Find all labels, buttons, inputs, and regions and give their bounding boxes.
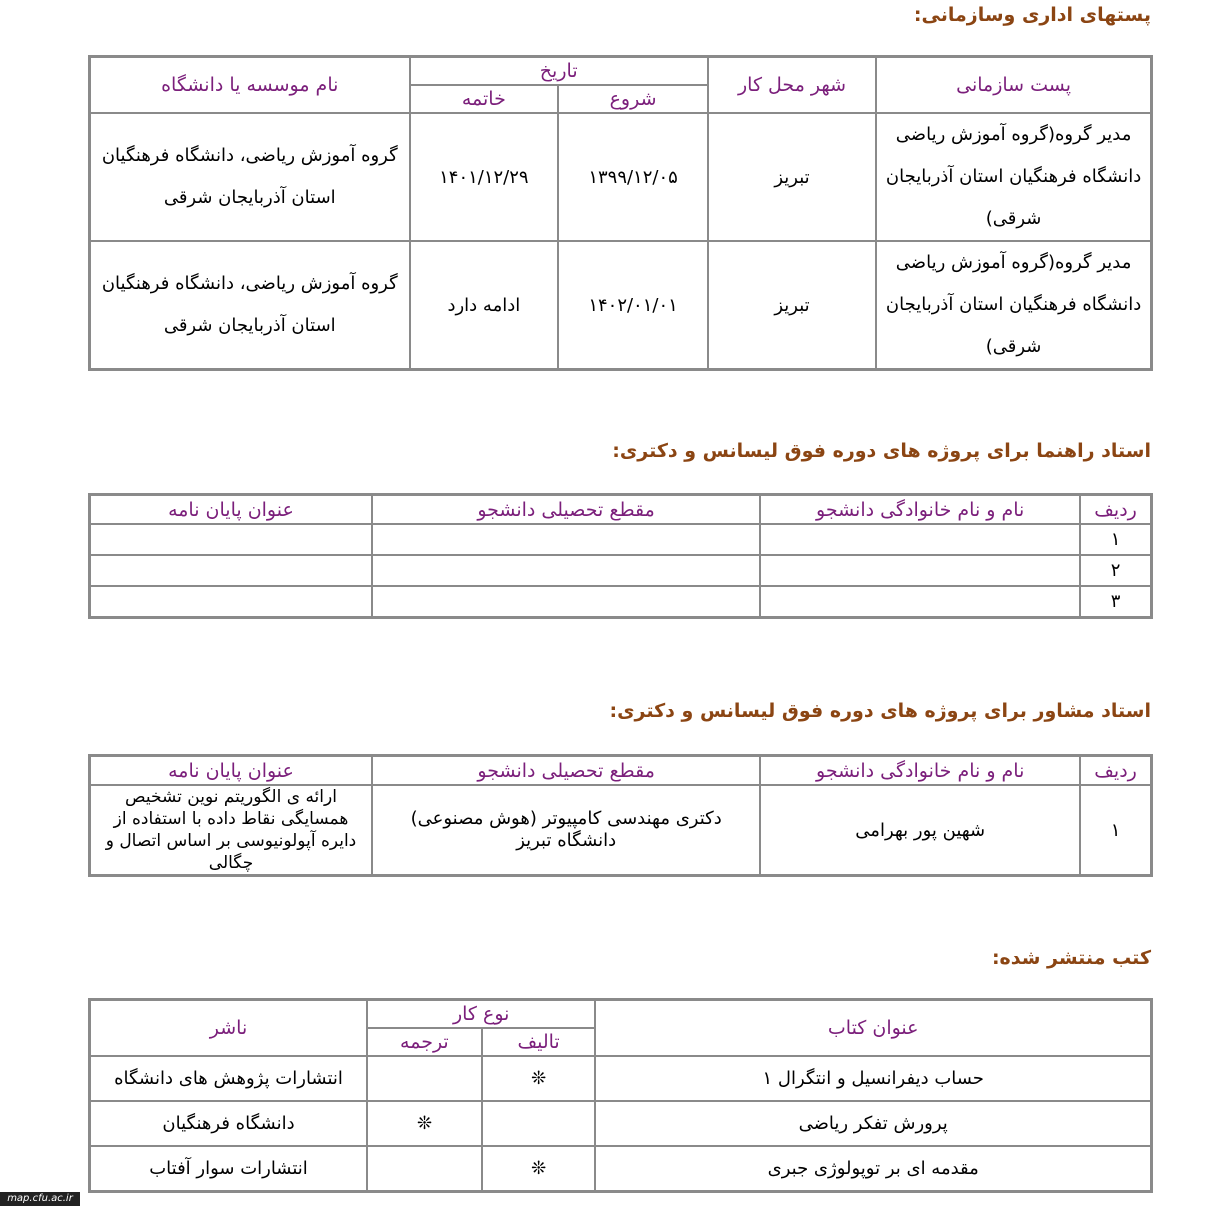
- cell-student-name: [760, 524, 1080, 555]
- cell-book-title: پرورش تفکر ریاضی: [595, 1101, 1151, 1146]
- cell-student-level: [372, 586, 760, 617]
- cell-authored: [482, 1101, 596, 1146]
- supervisor-table: [88, 493, 1153, 619]
- cell-row-number: ۱: [1080, 785, 1151, 875]
- cell-start: ۱۴۰۲/۰۱/۰۱: [558, 241, 708, 369]
- header-thesis-title: عنوان پایان نامه: [90, 495, 372, 524]
- header-student-level: مقطع تحصیلی دانشجو: [372, 756, 760, 785]
- cell-student-name: شهین پور بهرامی: [760, 785, 1080, 875]
- table-row: [90, 1101, 1151, 1146]
- advisor-table: [88, 754, 1153, 877]
- header-row-number: ردیف: [1080, 756, 1151, 785]
- header-end: خاتمه: [410, 85, 559, 113]
- header-translated: ترجمه: [367, 1028, 482, 1056]
- header-book-title: عنوان کتاب: [595, 1000, 1151, 1056]
- advisor-heading: استاد مشاور برای پروژه های دوره فوق لیسانس و دکتری:: [609, 700, 1151, 722]
- cell-publisher: انتشارات پژوهش های دانشگاه: [90, 1056, 367, 1101]
- table-row: [90, 241, 1151, 369]
- cell-row-number: ۱: [1080, 524, 1151, 555]
- cell-row-number: ۳: [1080, 586, 1151, 617]
- cell-authored: ❊: [482, 1056, 596, 1101]
- header-city: شهر محل کار: [708, 57, 876, 113]
- table-row: [90, 555, 1151, 586]
- cell-student-name: [760, 586, 1080, 617]
- books-table: [88, 998, 1153, 1193]
- books-heading: کتب منتشر شده:: [991, 947, 1151, 969]
- site-watermark: map.cfu.ac.ir: [0, 1192, 80, 1206]
- cell-end: ۱۴۰۱/۱۲/۲۹: [410, 113, 559, 241]
- cell-translated: [367, 1056, 482, 1101]
- table-row: [90, 524, 1151, 555]
- table-row: [90, 1146, 1151, 1191]
- cell-thesis-title: ارائه ی الگوریتم نوین تشخیص همسایگی نقاط داده با استفاده از دایره آپولونیوسی بر اساس اتصال و چگالی: [90, 785, 372, 875]
- cell-publisher: دانشگاه فرهنگیان: [90, 1101, 367, 1146]
- cell-institution: گروه آموزش ریاضی، دانشگاه فرهنگیان استان آذربایجان شرقی: [90, 113, 410, 241]
- header-work-type: نوع کار: [367, 1000, 595, 1028]
- cell-row-number: ۲: [1080, 555, 1151, 586]
- cell-translated: [367, 1146, 482, 1191]
- cell-city: تبریز: [708, 241, 876, 369]
- header-thesis-title: عنوان پایان نامه: [90, 756, 372, 785]
- cell-institution: گروه آموزش ریاضی، دانشگاه فرهنگیان استان آذربایجان شرقی: [90, 241, 410, 369]
- table-row: [90, 1056, 1151, 1101]
- header-position: پست سازمانی: [876, 57, 1151, 113]
- cell-end: ادامه دارد: [410, 241, 559, 369]
- cell-position: مدیر گروه(گروه آموزش ریاضی دانشگاه فرهنگیان استان آذربایجان شرقی): [876, 241, 1151, 369]
- cell-student-level: دکتری مهندسی کامپیوتر (هوش مصنوعی) دانشگاه تبریز: [372, 785, 760, 875]
- header-authored: تالیف: [482, 1028, 596, 1056]
- header-student-name: نام و نام خانوادگی دانشجو: [760, 495, 1080, 524]
- admin-positions-heading: پستهای اداری وسازمانی:: [913, 4, 1151, 26]
- supervisor-heading: استاد راهنما برای پروژه های دوره فوق لیسانس و دکتری:: [612, 440, 1151, 462]
- cell-publisher: انتشارات سوار آفتاب: [90, 1146, 367, 1191]
- header-start: شروع: [558, 85, 708, 113]
- cell-authored: ❊: [482, 1146, 596, 1191]
- table-row: [90, 586, 1151, 617]
- admin-positions-table: [88, 55, 1153, 371]
- header-student-name: نام و نام خانوادگی دانشجو: [760, 756, 1080, 785]
- header-date: تاریخ: [410, 57, 708, 85]
- cell-student-name: [760, 555, 1080, 586]
- cell-student-level: [372, 524, 760, 555]
- cell-student-level: [372, 555, 760, 586]
- header-row-number: ردیف: [1080, 495, 1151, 524]
- table-row: [90, 785, 1151, 875]
- cell-city: تبریز: [708, 113, 876, 241]
- table-row: [90, 113, 1151, 241]
- cell-translated: ❊: [367, 1101, 482, 1146]
- header-student-level: مقطع تحصیلی دانشجو: [372, 495, 760, 524]
- cell-start: ۱۳۹۹/۱۲/۰۵: [558, 113, 708, 241]
- header-publisher: ناشر: [90, 1000, 367, 1056]
- cell-thesis-title: [90, 524, 372, 555]
- cell-book-title: حساب دیفرانسیل و انتگرال ۱: [595, 1056, 1151, 1101]
- cell-thesis-title: [90, 555, 372, 586]
- cell-book-title: مقدمه ای بر توپولوژی جبری: [595, 1146, 1151, 1191]
- cell-thesis-title: [90, 586, 372, 617]
- header-institution: نام موسسه یا دانشگاه: [90, 57, 410, 113]
- cell-position: مدیر گروه(گروه آموزش ریاضی دانشگاه فرهنگیان استان آذربایجان شرقی): [876, 113, 1151, 241]
